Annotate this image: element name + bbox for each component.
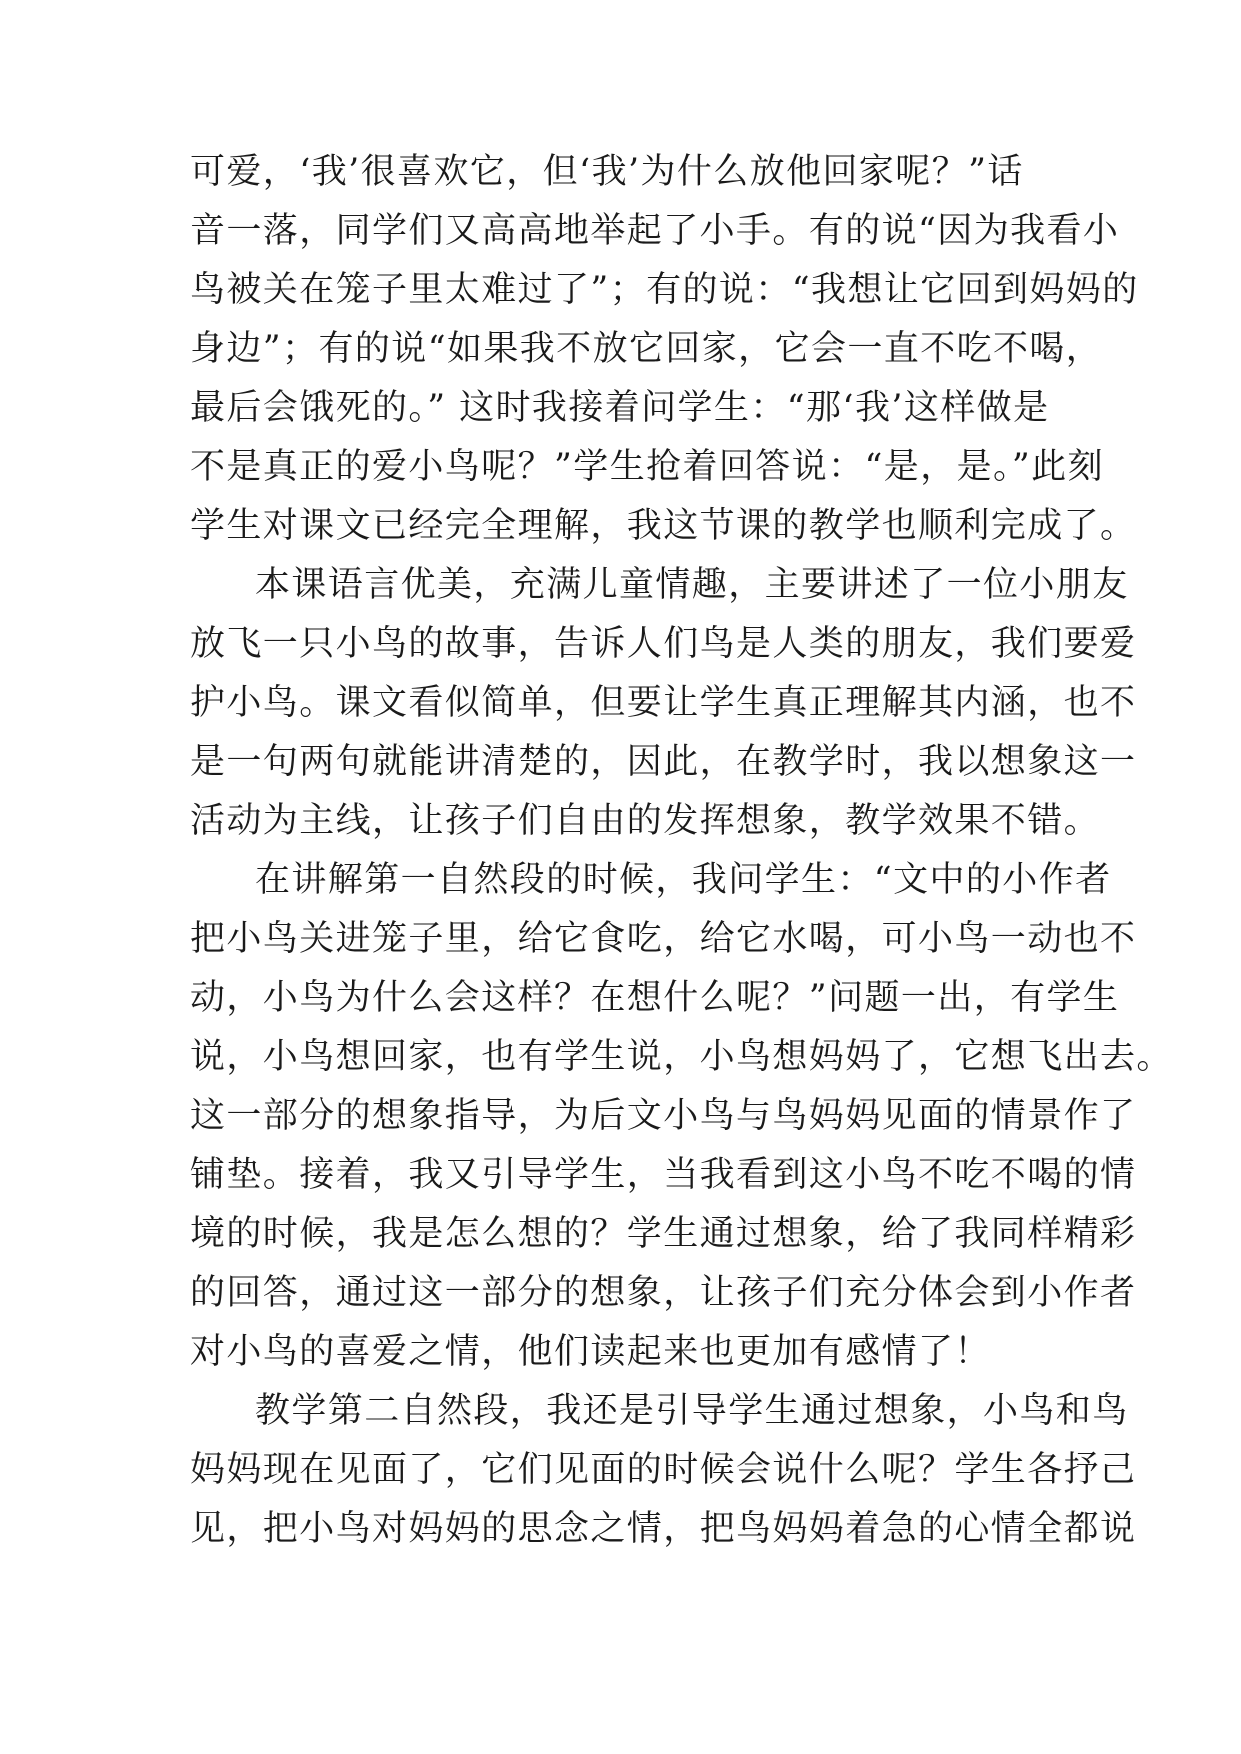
text-line: 动，小鸟为什么会这样？在想什么呢？”问题一出，有学生 xyxy=(190,978,1120,1018)
text-line: 是一句两句就能讲清楚的，因此，在教学时，我以想象这一 xyxy=(190,742,1137,782)
text-line: 铺垫。接着，我又引导学生，当我看到这小鸟不吃不喝的情 xyxy=(190,1155,1137,1195)
text-line: 可爱，‘我’很喜欢它，但‘我’为什么放他回家呢？”话 xyxy=(190,152,1024,192)
text-line: 不是真正的爱小鸟呢？”学生抢着回答说：“是，是。”此刻 xyxy=(190,447,1104,487)
text-line: 把小鸟关进笼子里，给它食吃，给它水喝，可小鸟一动也不 xyxy=(190,919,1137,959)
paragraph-first-line: 本课语言优美，充满儿童情趣，主要讲述了一位小朋友 xyxy=(255,565,1129,605)
text-line: 这一部分的想象指导，为后文小鸟与鸟妈妈见面的情景作了 xyxy=(190,1096,1137,1136)
text-line: 活动为主线，让孩子们自由的发挥想象，教学效果不错。 xyxy=(190,801,1101,841)
text-line: 对小鸟的喜爱之情，他们读起来也更加有感情了！ xyxy=(190,1332,991,1372)
text-line: 学生对课文已经完全理解，我这节课的教学也顺利完成了。 xyxy=(190,506,1137,546)
text-line: 鸟被关在笼子里太难过了”；有的说：“我想让它回到妈妈的 xyxy=(190,270,1139,310)
paragraph-first-line: 教学第二自然段，我还是引导学生通过想象，小鸟和鸟 xyxy=(255,1391,1129,1431)
text-line: 见，把小鸟对妈妈的思念之情，把鸟妈妈着急的心情全都说 xyxy=(190,1509,1137,1549)
text-line: 妈妈现在见面了，它们见面的时候会说什么呢？学生各抒己 xyxy=(190,1450,1137,1490)
text-line: 身边”；有的说“如果我不放它回家，它会一直不吃不喝， xyxy=(190,329,1103,369)
text-line: 最后会饿死的。” 这时我接着问学生：“那‘我’这样做是 xyxy=(190,388,1050,428)
text-line: 音一落，同学们又高高地举起了小手。有的说“因为我看小 xyxy=(190,211,1120,251)
paragraph-first-line: 在讲解第一自然段的时候，我问学生：“文中的小作者 xyxy=(255,860,1112,900)
text-line: 护小鸟。课文看似简单，但要让学生真正理解其内涵，也不 xyxy=(190,683,1137,723)
text-line: 境的时候，我是怎么想的？学生通过想象，给了我同样精彩 xyxy=(190,1214,1137,1254)
text-line: 说，小鸟想回家，也有学生说，小鸟想妈妈了，它想飞出去。 xyxy=(190,1037,1173,1077)
text-line: 的回答，通过这一部分的想象，让孩子们充分体会到小作者 xyxy=(190,1273,1137,1313)
text-line: 放飞一只小鸟的故事，告诉人们鸟是人类的朋友，我们要爱 xyxy=(190,624,1137,664)
